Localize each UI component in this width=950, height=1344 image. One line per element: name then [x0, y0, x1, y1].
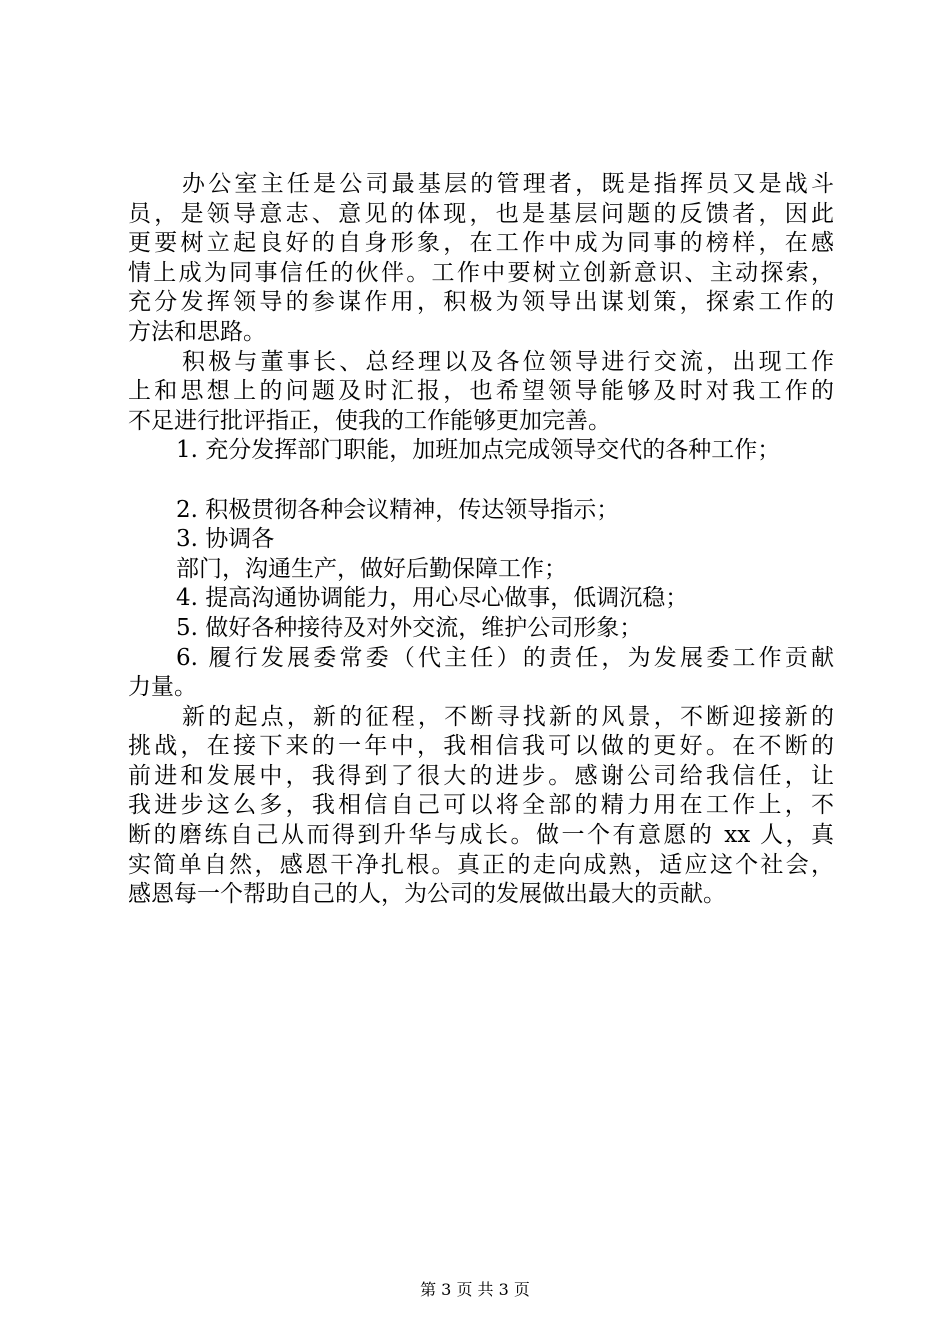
paragraph-line: 充分发挥领导的参谋作用，积极为领导出谋划策，探索工作的 [128, 289, 834, 316]
task-list [128, 436, 834, 702]
list-item: 力量。 [128, 674, 197, 701]
paragraph-line: 前进和发展中，我得到了很大的进步。感谢公司给我信任，让 [128, 762, 834, 789]
list-item: 6. 履行发展委常委（代主任）的责任，为发展委工作贡献 [176, 644, 834, 671]
blank-line [128, 466, 834, 496]
list-item: 2. 积极贯彻各种会议精神，传达领导指示； [176, 496, 620, 523]
paragraph-line: 办公室主任是公司最基层的管理者，既是指挥员又是战斗 [182, 171, 834, 197]
paragraph-line: 实简单自然，感恩干净扎根。真正的走向成熟，适应这个社会， [128, 851, 834, 878]
paragraph-line: 挑战，在接下来的一年中，我相信我可以做的更好。在不断的 [128, 733, 834, 760]
paragraph-line: 断的磨练自己从而得到升华与成长。做一个有意愿的 xx 人，真 [128, 822, 834, 849]
paragraph-line: 更要树立起良好的自身形象，在工作中成为同事的榜样，在感 [128, 230, 834, 257]
document-body [128, 170, 834, 910]
list-item: 部门，沟通生产，做好后勤保障工作； [176, 555, 567, 582]
paragraph-line: 不足进行批评指正，使我的工作能够更加完善。 [128, 407, 611, 434]
paragraph-line: 感恩每一个帮助自己的人，为公司的发展做出最大的贡献。 [128, 881, 726, 908]
paragraph-1 [128, 170, 834, 348]
page-footer: 第 3 页 共 3 页 [420, 1280, 530, 1299]
list-item: 4. 提高沟通协调能力，用心尽心做事，低调沉稳； [176, 585, 689, 612]
closing-paragraph [128, 703, 834, 910]
list-item: 1. 充分发挥部门职能，加班加点完成领导交代的各种工作； [176, 437, 781, 464]
paragraph-line: 方法和思路。 [128, 318, 266, 345]
paragraph-2 [128, 348, 834, 437]
paragraph-line: 新的起点，新的征程，不断寻找新的风景，不断迎接新的 [182, 703, 834, 730]
paragraph-line: 员，是领导意志、意见的体现，也是基层问题的反馈者，因此 [128, 200, 834, 227]
paragraph-line: 上和思想上的问题及时汇报，也希望领导能够及时对我工作的 [128, 378, 834, 405]
paragraph-line: 我进步这么多，我相信自己可以将全部的精力用在工作上，不 [128, 792, 834, 819]
paragraph-line: 情上成为同事信任的伙伴。工作中要树立创新意识、主动探索， [128, 259, 834, 286]
paragraph-line: 积极与董事长、总经理以及各位领导进行交流，出现工作 [182, 348, 834, 375]
list-item: 3. 协调各 [176, 526, 275, 553]
list-item: 5. 做好各种接待及对外交流，维护公司形象； [176, 614, 643, 641]
